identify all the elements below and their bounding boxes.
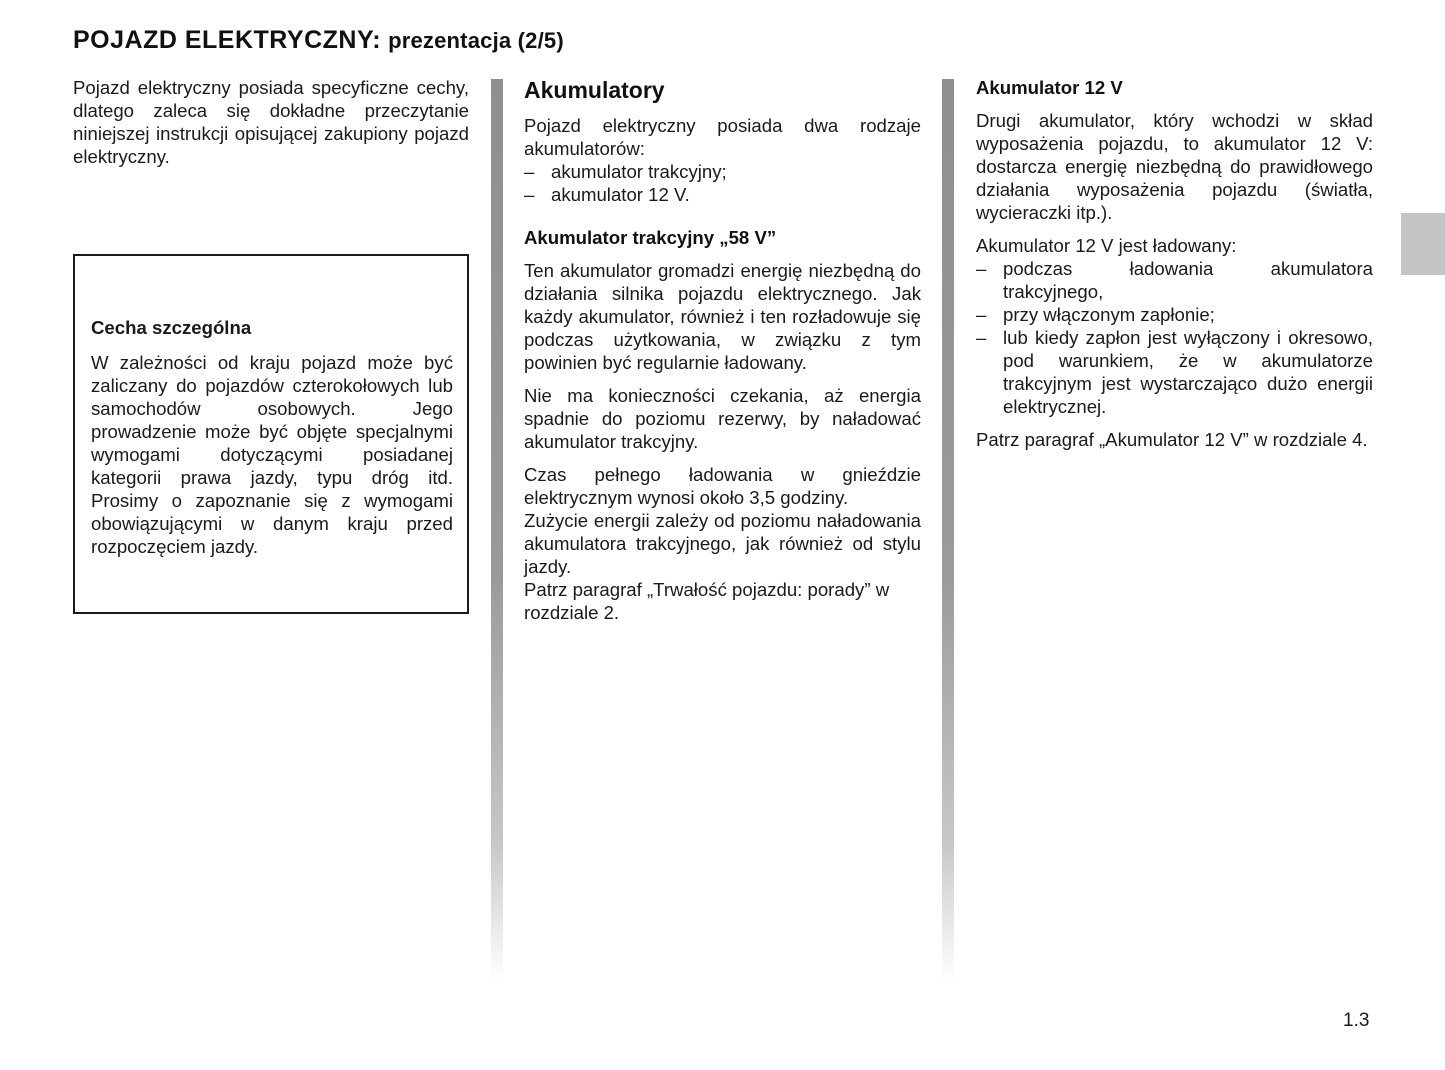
page-title-sub: prezentacja (2/5) <box>388 28 564 53</box>
section-heading-batteries: Akumulatory <box>524 77 665 103</box>
batteries-intro: Pojazd elektryczny posiada dwa rodzaje akumulatorów: <box>524 115 921 159</box>
list-item: – akumulator trakcyjny; <box>524 161 727 182</box>
traction-para-3a: Czas pełnego ładowania w gnieździe elektrycznym wynosi około 3,5 godziny. <box>524 464 921 508</box>
battery-types-list <box>524 160 921 206</box>
list-item: – lub kiedy zapłon jest wyłączony i okresowo, pod warunkiem, że w akumulatorze trakcyjnym jest wystarczająco dużo energii elektrycznej. <box>976 327 1373 417</box>
list-item: – podczas ładowania akumulatora trakcyjnego, <box>976 258 1373 302</box>
column-left <box>73 76 469 168</box>
notice-box <box>73 254 469 614</box>
battery-12v-para-3: Patrz paragraf „Akumulator 12 V” w rozdziale 4. <box>976 429 1368 450</box>
battery-12v-heading: Akumulator 12 V <box>976 77 1123 98</box>
list-item: – akumulator 12 V. <box>524 184 690 205</box>
notice-heading: Cecha szczególna <box>91 317 252 338</box>
traction-para-1: Ten akumulator gromadzi energię niezbędną do działania silnika pojazdu elektrycznego. Jak każdy akumulator, również i ten rozładowuje się podczas użytkowania, w związku z tym powinien być regularnie ładowany. <box>524 260 921 373</box>
list-dash: – <box>524 161 535 182</box>
chapter-tab-marker <box>1401 213 1445 275</box>
list-dash: – <box>976 258 987 279</box>
list-dash: – <box>976 327 987 348</box>
list-dash: – <box>976 304 987 325</box>
traction-para-2: Nie ma konieczności czekania, aż energia spadnie do poziomu rezerwy, by naładować akumulator trakcyjny. <box>524 385 921 452</box>
page-title-main: POJAZD ELEKTRYCZNY: <box>73 26 382 54</box>
notice-text: W zależności od kraju pojazd może być zaliczany do pojazdów czterokołowych lub samochodów osobowych. Jego prowadzenie może być objęte specjalnymi wymogami dotyczącymi posiadanej kategorii prawa jazdy, typu dróg itd. Prosimy o zapoznanie się z wymogami obowiązującymi w danym kraju przed rozpoczęciem jazdy. <box>91 352 453 557</box>
charging-conditions-list <box>976 257 1373 418</box>
battery-12v-para-1: Drugi akumulator, który wchodzi w skład wyposażenia pojazdu, to akumulator 12 V: dostarcza energię niezbędną do prawidłowego działania wyposażenia pojazdu (światła, wycieraczki itp.). <box>976 110 1373 223</box>
column-divider-right <box>942 79 954 981</box>
page-title <box>73 24 564 57</box>
traction-para-3c: Patrz paragraf „Trwałość pojazdu: porady” w rozdziale 2. <box>524 579 890 623</box>
battery-12v-para-2: Akumulator 12 V jest ładowany: <box>976 235 1237 256</box>
column-divider-left <box>491 79 503 981</box>
page-number: 1.3 <box>1343 1010 1370 1031</box>
traction-battery-heading: Akumulator trakcyjny „58 V” <box>524 227 777 248</box>
column-middle <box>524 76 921 624</box>
intro-paragraph: Pojazd elektryczny posiada specyficzne cechy, dlatego zaleca się dokładne przeczytanie niniejszej instrukcji opisującej zakupiony pojazd elektryczny. <box>73 77 469 167</box>
notice-content <box>91 316 453 558</box>
traction-para-3b: Zużycie energii zależy od poziomu naładowania akumulatora trakcyjnego, jak również od stylu jazdy. <box>524 510 921 577</box>
list-dash: – <box>524 184 535 205</box>
column-right <box>976 76 1373 451</box>
list-item: – przy włączonym zapłonie; <box>976 304 1215 325</box>
